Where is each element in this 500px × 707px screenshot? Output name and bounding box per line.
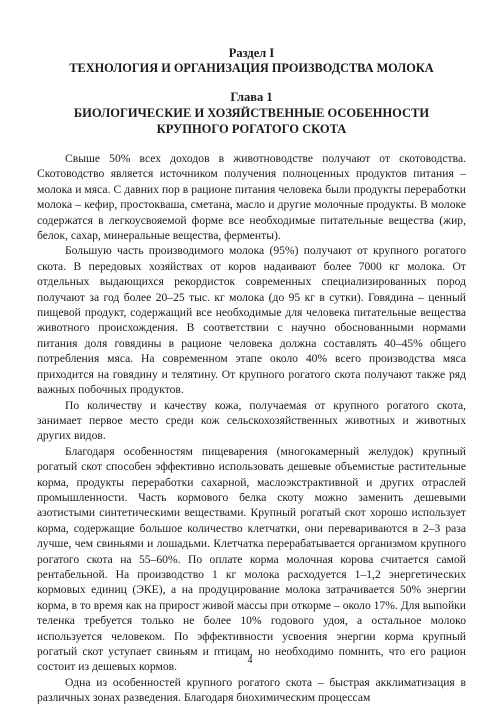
paragraph: По количеству и качеству кожа, получаемая от крупного рогатого скота, занимает первое место среди кож сельскохозяйственных животных и животных других видов. [37,398,466,443]
chapter-label: Глава 1 [230,90,273,104]
paragraph: Благодаря особенностям пищеварения (многокамерный желудок) крупный рогатый скот способен эффективно использовать дешевые объемистые растительные корма, продукты переработки сахарной, маслоэкстрактивной и других отраслей промышленности. Часть кормового белка скоту можно заменить дешевыми азотистыми синтетическими веществами. Крупный рогатый скот хорошо использует корма, содержащие большое количество клетчатки, они перевариваются в 2–3 раза лучше, чем свиньями и лошадьми. Клетчатка перерабатывается организмом крупного рогатого скота на 55–60%. По оплате корма молочная корова считается самой рентабельной. На производство 1 кг молока расходуется 1–1,2 энергетических кормовых единиц (ЭКЕ), а на продуцирование молока затрачивается 50% энергии корма, в то время как на прирост живой массы при откорме – около 17%. Для выпойки теленка требуется только не более 10% годового удоя, а остальное молоко используется человеком. По эффективности усвоения энергии корма крупный рогатый скот уступает свиньям и птицам, но необходимо помнить, что его рацион состоит из дешевых кормов. [37,444,466,674]
section-title: ТЕХНОЛОГИЯ И ОРГАНИЗАЦИЯ ПРОИЗВОДСТВА МОЛОКА [69,61,434,75]
paragraph: Большую часть производимого молока (95%) получают от крупного рогатого скота. В передовых хозяйствах от коров надаивают более 7000 кг молока. От отдельных выдающихся рекордисток современных специализированных пород получают за год более 20–25 тыс. кг молока (до 95 кг в сутки). Говядина – ценный пищевой продукт, содержащий все необходимые для человека питательные вещества животного происхождения. В соответствии с научно обоснованными нормами питания доля говядины в рационе человека должна составлять 40–45% общего потребления мяса. На современном этапе около 40% всего производства мяса приходится на говядину и телятину. От крупного рогатого скота получают также ряд важных побочных продуктов. [37,244,466,397]
body-text [37,151,466,706]
page-number: 4 [247,655,253,666]
paragraph: Свыше 50% всех доходов в животноводстве получают от скотоводства. Скотоводство является источником получения полноценных продуктов питания – молока и мяса. С давних пор в рационе питания человека были продукты переработки молока – кефир, простокваша, сметана, масло и другие молочные продукты. В молоке содержатся в легкоусвояемой форме все необходимые питательные вещества (жир, белок, сахар, минеральные вещества, ферменты). [37,152,466,243]
section-heading [37,46,466,76]
chapter-title-line-2: КРУПНОГО РОГАТОГО СКОТА [156,122,347,136]
chapter-title [37,105,466,137]
chapter-heading [37,90,466,137]
paragraph: Одна из особенностей крупного рогатого скота – быстрая акклиматизация в различных зонах разведения. Благодаря биохимическим процессам [37,675,466,705]
chapter-title-line-1: БИОЛОГИЧЕСКИЕ И ХОЗЯЙСТВЕННЫЕ ОСОБЕННОСТИ [73,106,430,120]
section-label: Раздел I [228,46,275,60]
